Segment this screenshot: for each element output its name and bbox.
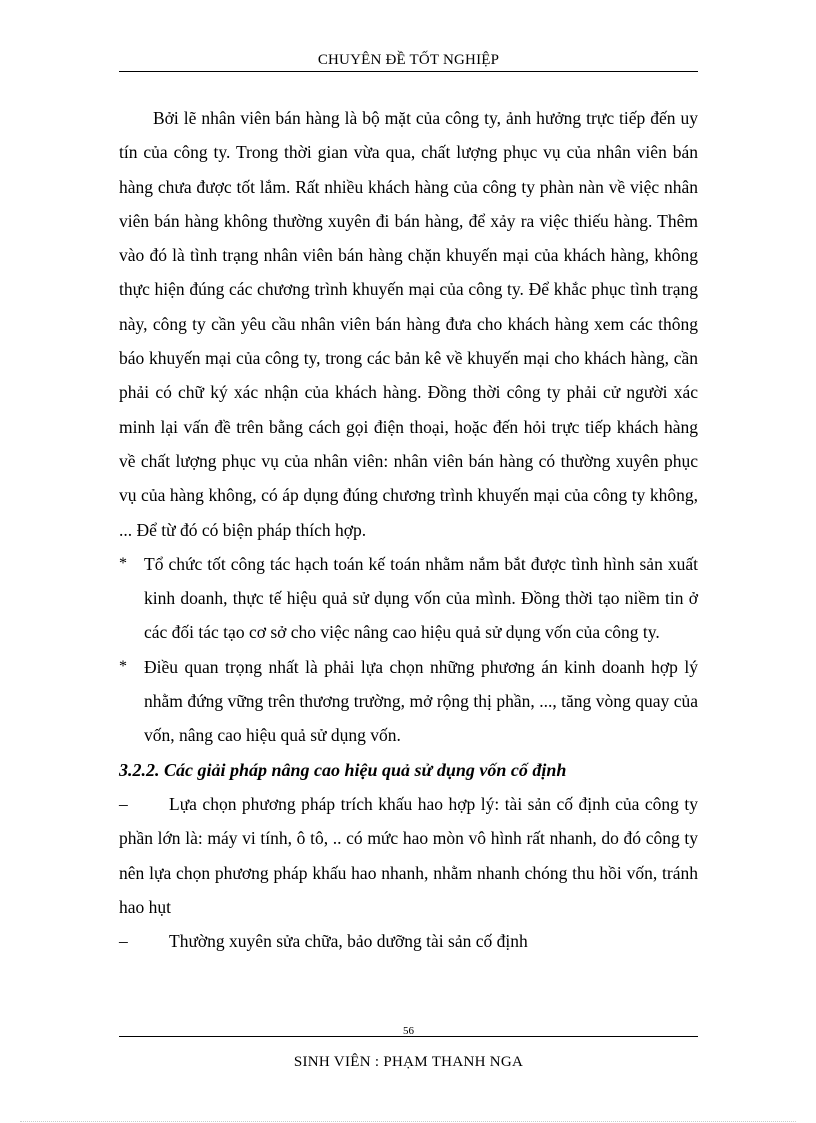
dash-bullet-icon: – bbox=[119, 793, 128, 814]
asterisk-bullet-icon: * bbox=[119, 657, 127, 675]
page-edge-divider bbox=[20, 1121, 796, 1122]
section-heading: 3.2.2. Các giải pháp nâng cao hiệu quả sử dụng vốn cố định bbox=[119, 759, 567, 780]
document-body bbox=[119, 101, 698, 958]
dash-list-item bbox=[119, 924, 698, 958]
footer-divider bbox=[119, 1036, 698, 1037]
dash-bullet-icon: – bbox=[119, 931, 128, 952]
page-header: CHUYÊN ĐỀ TỐT NGHIỆP bbox=[119, 51, 698, 72]
bullet-item bbox=[119, 547, 698, 650]
asterisk-bullet-icon: * bbox=[119, 554, 127, 572]
paragraph: Bởi lẽ nhân viên bán hàng là bộ mặt của công ty, ảnh hưởng trực tiếp đến uy tín của công ty. Trong thời gian vừa qua, chất lượng phục vụ của nhân viên bán hàng chưa được tốt lắm. Rất nhiều khách hàng của công ty phàn nàn về việc nhân viên bán hàng không thường xuyên đi bán hàng, để xảy ra việc thiếu hàng. Thêm vào đó là tình trạng nhân viên bán hàng chặn khuyến mại của khách hàng, không thực hiện đúng các chương trình khuyến mại của công ty. Để khắc phục tình trạng này, công ty cần yêu cầu nhân viên bán hàng đưa cho khách hàng xem các thông báo khuyến mại của công ty, trong các bản kê về khuyến mại cho khách hàng, cần phải có chữ ký xác nhận của khách hàng. Đồng thời công ty phải cử người xác minh lại vấn đề trên bằng cách gọi điện thoại, hoặc đến hỏi trực tiếp khách hàng về chất lượng phục vụ của nhân viên: nhân viên bán hàng có thường xuyên phục vụ của hàng không, có áp dụng đúng chương trình khuyến mại của công ty không, ... Để từ đó có biện pháp thích hợp. bbox=[119, 108, 698, 540]
bullet-text: Tổ chức tốt công tác hạch toán kế toán nhằm nắm bắt được tình hình sản xuất kinh doanh, thực tế hiệu quả sử dụng vốn của mình. Đồng thời tạo niềm tin ở các đối tác tạo cơ sở cho việc nâng cao hiệu quả sử dụng vốn của công ty. bbox=[144, 553, 698, 643]
bullet-item bbox=[119, 650, 698, 753]
page-number: 56 bbox=[403, 1025, 414, 1037]
dash-item-text: Lựa chọn phương pháp trích khấu hao hợp lý: tài sản cố định của công ty phần lớn là: máy vi tính, ô tô, .. có mức hao mòn vô hình rất nhanh, do đó công ty nên lựa chọn phương pháp khấu hao nhanh, nhằm nhanh chóng thu hồi vốn, tránh hao hụt bbox=[119, 793, 698, 917]
bullet-text: Điều quan trọng nhất là phải lựa chọn những phương án kinh doanh hợp lý nhằm đứng vững trên thương trường, mở rộng thị phần, ..., tăng vòng quay của vốn, nâng cao hiệu quả sử dụng vốn. bbox=[144, 656, 698, 746]
dash-list-item bbox=[119, 787, 698, 924]
dash-item-text: Thường xuyên sửa chữa, bảo dưỡng tài sản cố định bbox=[169, 931, 528, 952]
page-footer: SINH VIÊN : PHẠM THANH NGA bbox=[293, 1054, 524, 1070]
